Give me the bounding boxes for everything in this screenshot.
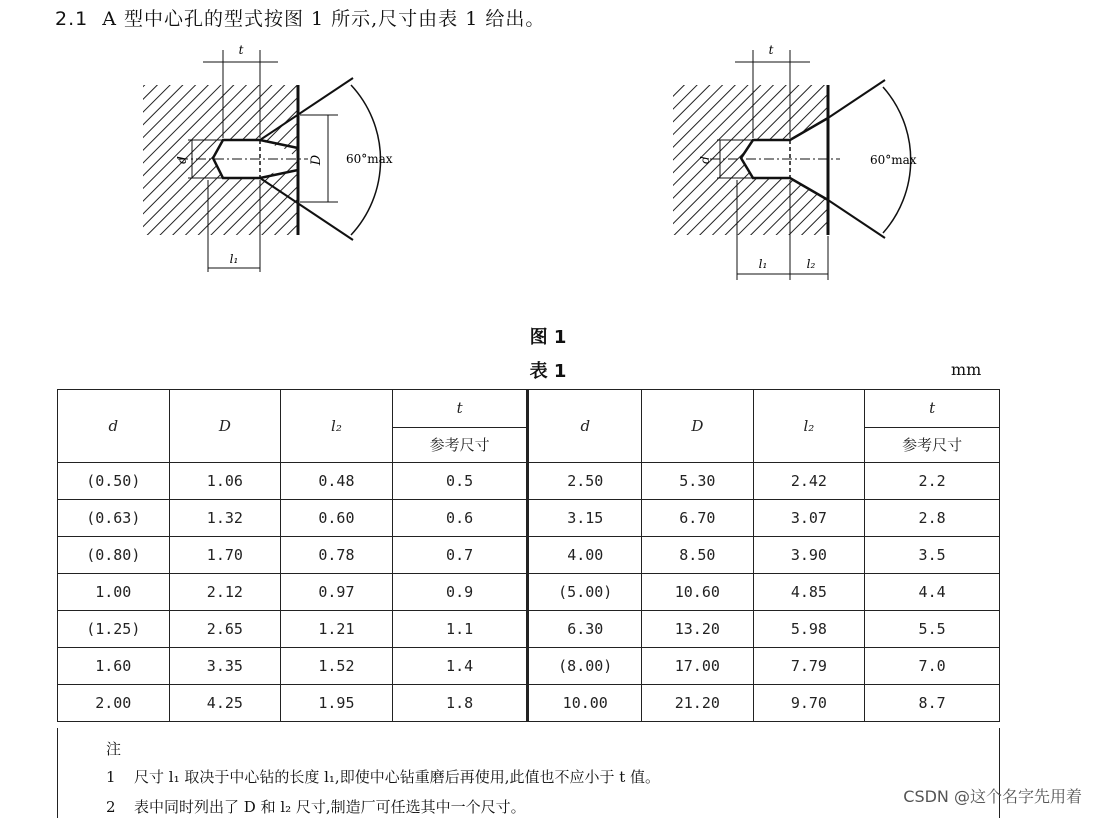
table-cell: 8.50 [642, 537, 754, 574]
unit-label: mm [951, 360, 982, 379]
table-cell: 6.70 [642, 500, 754, 537]
header-t-reference: 参考尺寸 [392, 427, 528, 463]
table-cell: 7.0 [865, 648, 1000, 685]
table-cell: 0.6 [392, 500, 528, 537]
table-cell: 3.90 [753, 537, 865, 574]
table-row [58, 500, 1000, 537]
table-row [58, 574, 1000, 611]
table-cell: 1.1 [392, 611, 528, 648]
table-cell: 1.52 [281, 648, 393, 685]
header-t: t [392, 390, 528, 428]
table-cell: (0.80) [58, 537, 170, 574]
table-cell: 2.65 [169, 611, 281, 648]
table-cell: 0.9 [392, 574, 528, 611]
table-cell: 4.25 [169, 685, 281, 722]
table-cell: 17.00 [642, 648, 754, 685]
section-heading [55, 4, 545, 31]
section-text: A 型中心孔的型式按图 1 所示,尺寸由表 1 给出。 [102, 8, 546, 30]
table-cell: (0.50) [58, 463, 170, 500]
l2-label-right: l₂ [806, 257, 816, 271]
table-cell: (1.25) [58, 611, 170, 648]
table-cell: 3.07 [753, 500, 865, 537]
table-cell: 10.00 [528, 685, 642, 722]
table-row [58, 611, 1000, 648]
table-cell: 3.15 [528, 500, 642, 537]
l1-label-right: l₁ [758, 257, 768, 271]
t-label-left: t [238, 43, 244, 57]
table-cell: 5.5 [865, 611, 1000, 648]
table-cell: 3.5 [865, 537, 1000, 574]
note-item [106, 766, 660, 787]
table-cell: 13.20 [642, 611, 754, 648]
table-cell: 2.2 [865, 463, 1000, 500]
header-D-2: D [642, 390, 754, 463]
center-hole-drawing-right [665, 40, 965, 285]
table-cell: 0.5 [392, 463, 528, 500]
notes-title: 注 [106, 740, 122, 758]
table-cell: 4.00 [528, 537, 642, 574]
t-label-right: t [768, 43, 774, 57]
section-number: 2.1 [55, 8, 89, 30]
note-text: 表中同时列出了 D 和 l₂ 尺寸,制造厂可任选其中一个尺寸。 [134, 798, 526, 816]
note-index: 1 [106, 768, 116, 786]
table-cell: (0.63) [58, 500, 170, 537]
angle-label-right: 60°max [870, 153, 917, 167]
figure-caption: 图 1 [529, 327, 567, 348]
table-cell: 10.60 [642, 574, 754, 611]
header-t-2: t [865, 390, 1000, 428]
table-cell: 1.70 [169, 537, 281, 574]
header-d-2: d [528, 390, 642, 463]
table-cell: 6.30 [528, 611, 642, 648]
table-cell: 2.12 [169, 574, 281, 611]
table-cell: 0.60 [281, 500, 393, 537]
header-d: d [58, 390, 170, 463]
angle-label-left: 60°max [346, 152, 393, 166]
header-l2-2: l₂ [753, 390, 865, 463]
center-hole-figure-right [665, 40, 965, 285]
table-cell: 1.32 [169, 500, 281, 537]
table-cell: 1.60 [58, 648, 170, 685]
note-index: 2 [106, 798, 116, 816]
header-D: D [169, 390, 281, 463]
table-cell: 21.20 [642, 685, 754, 722]
center-hole-dimensions-table [57, 389, 1000, 722]
note-text: 尺寸 l₁ 取决于中心钻的长度 l₁,即使中心钻重磨后再使用,此值也不应小于 t 值。 [134, 768, 661, 786]
table-cell: 1.4 [392, 648, 528, 685]
table-cell: 5.98 [753, 611, 865, 648]
center-hole-figure-left [138, 40, 448, 280]
header-l2: l₂ [281, 390, 393, 463]
table-body [58, 463, 1000, 722]
d-label-left: d [175, 156, 189, 164]
table-cell: 1.95 [281, 685, 393, 722]
table-cell: 3.35 [169, 648, 281, 685]
D-label-left: D [309, 154, 324, 166]
table-cell: 7.79 [753, 648, 865, 685]
d-label-right: d [698, 156, 712, 164]
table-cell: 2.8 [865, 500, 1000, 537]
table-cell: 1.06 [169, 463, 281, 500]
header-t-reference-2: 参考尺寸 [865, 427, 1000, 463]
table-cell: 4.4 [865, 574, 1000, 611]
table-cell: 1.8 [392, 685, 528, 722]
table-row [58, 463, 1000, 500]
table-cell: 4.85 [753, 574, 865, 611]
table-caption: 表 1 [529, 361, 567, 382]
table-row [58, 537, 1000, 574]
table-cell: 1.21 [281, 611, 393, 648]
table-cell: (8.00) [528, 648, 642, 685]
table-cell: 0.97 [281, 574, 393, 611]
table-cell: 2.42 [753, 463, 865, 500]
table-row [58, 685, 1000, 722]
table-cell: 0.48 [281, 463, 393, 500]
watermark: CSDN @这个名字先用着 [903, 787, 1082, 806]
table-cell: (5.00) [528, 574, 642, 611]
table-cell: 1.00 [58, 574, 170, 611]
table-cell: 2.00 [58, 685, 170, 722]
table-notes [57, 728, 1000, 818]
table-cell: 9.70 [753, 685, 865, 722]
table-cell: 0.7 [392, 537, 528, 574]
table-cell: 8.7 [865, 685, 1000, 722]
table-row [58, 648, 1000, 685]
table-cell: 2.50 [528, 463, 642, 500]
note-item [106, 796, 526, 817]
center-hole-drawing-left [138, 40, 448, 280]
table-cell: 0.78 [281, 537, 393, 574]
table-cell: 5.30 [642, 463, 754, 500]
l1-label-left: l₁ [229, 252, 239, 266]
